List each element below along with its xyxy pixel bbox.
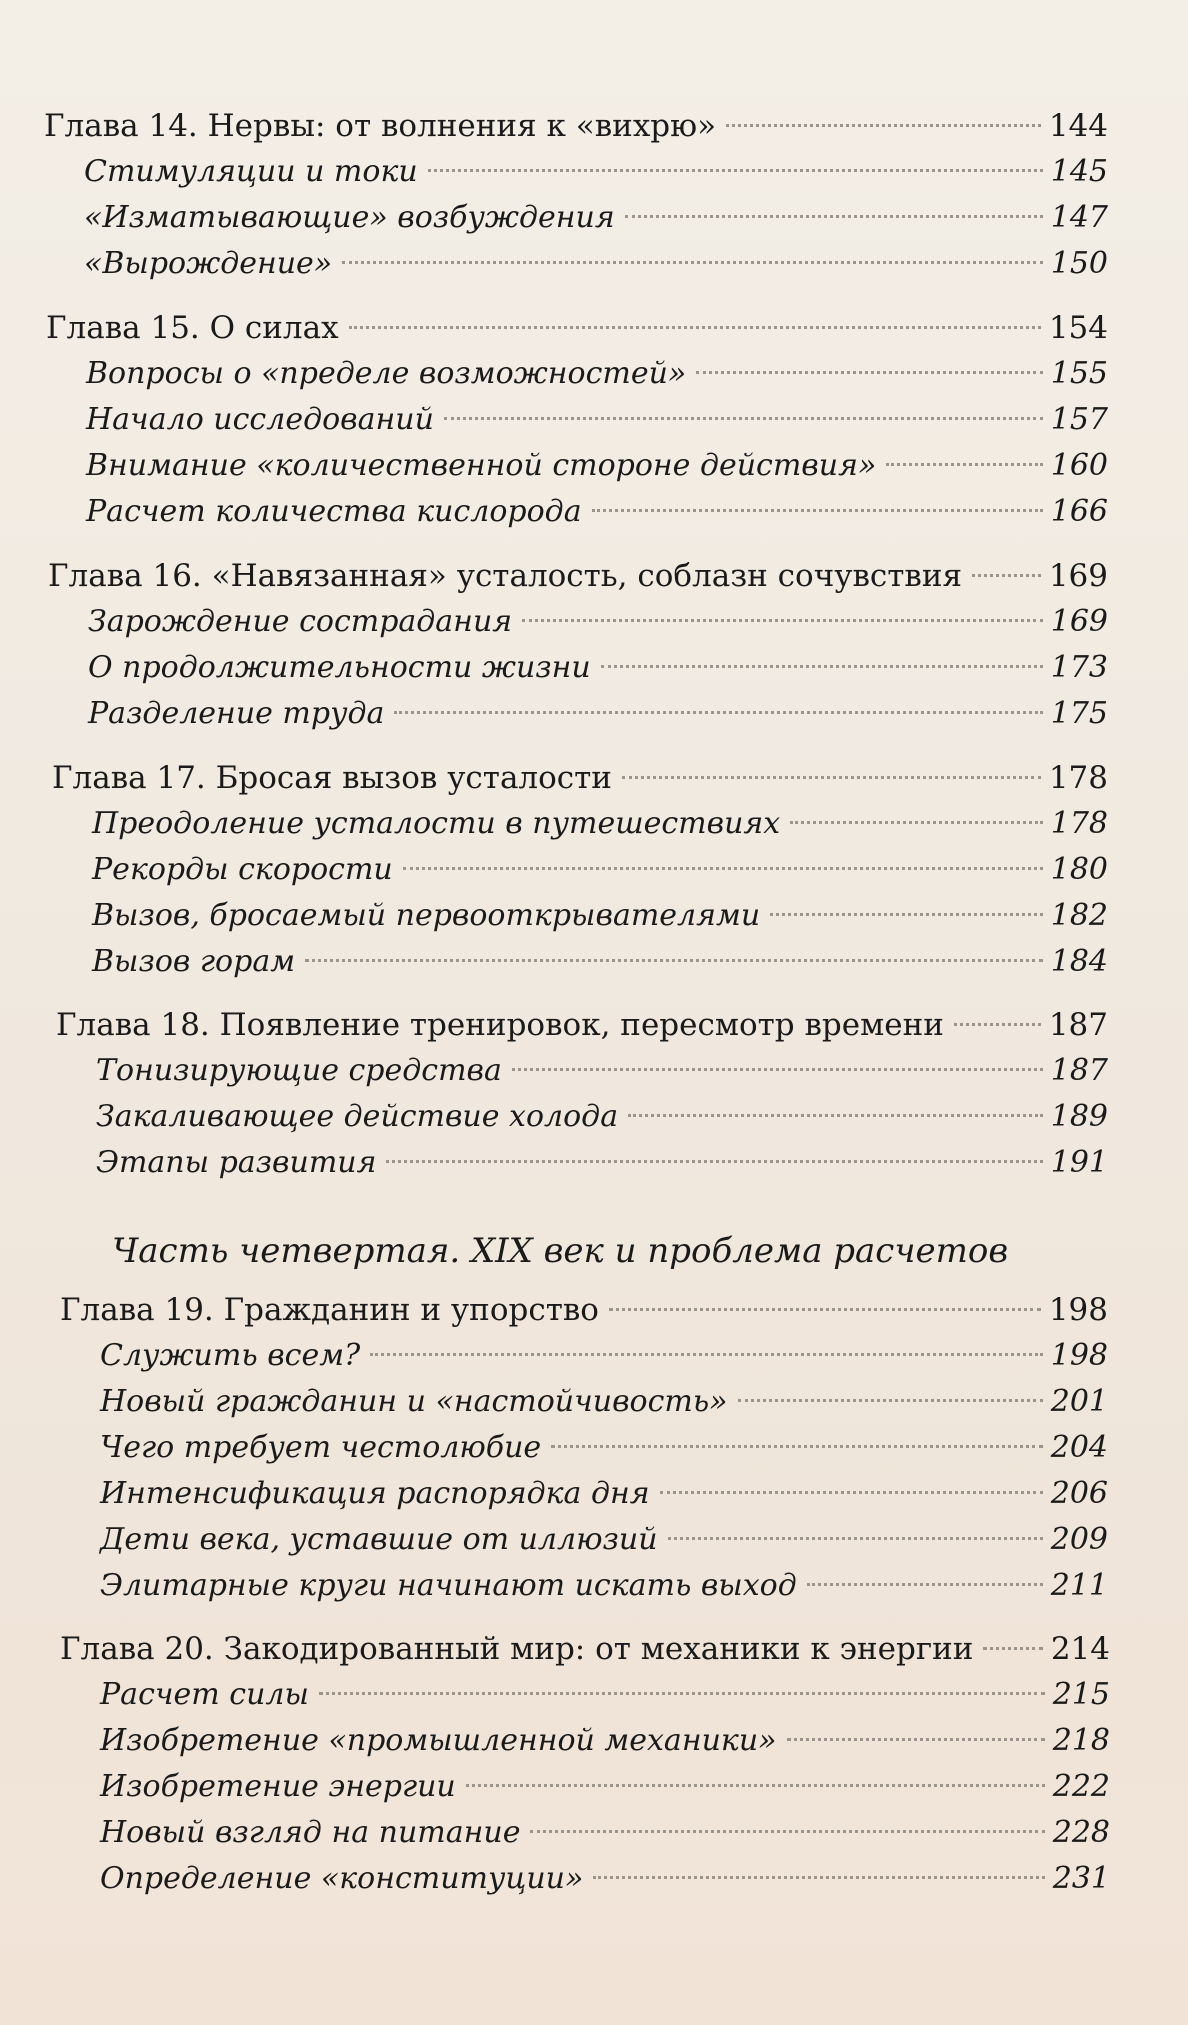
- toc-chapter-row: [46, 305, 1108, 351]
- page-number: 191: [1050, 1145, 1108, 1180]
- toc-section-row: [84, 241, 1108, 287]
- section-title: «Изматывающие» возбуждения: [84, 200, 615, 235]
- leader-dots: [512, 1068, 1043, 1071]
- section-title: Вызов горам: [92, 944, 296, 979]
- section-title: Изобретение энергии: [100, 1769, 456, 1804]
- section-title: Вопросы о «пределе возможностей»: [86, 356, 687, 391]
- section-title: Стимуляции и токи: [84, 154, 418, 189]
- toc-group-15: [46, 305, 1108, 535]
- toc-section-row: [88, 599, 1108, 645]
- toc-chapter-row: [60, 1626, 1110, 1672]
- toc-section-row: [88, 645, 1108, 691]
- section-title: Рекорды скорости: [92, 852, 393, 887]
- page-number: 155: [1050, 356, 1108, 391]
- toc-group-20: [60, 1626, 1110, 1902]
- page-number: 184: [1050, 944, 1108, 979]
- page-number: 214: [1050, 1631, 1110, 1667]
- leader-dots: [770, 913, 1043, 916]
- toc-section-row: [96, 1094, 1108, 1140]
- page-number: 215: [1052, 1677, 1110, 1712]
- section-title: Тонизирующие средства: [96, 1053, 502, 1088]
- toc-section-row: [92, 939, 1108, 985]
- toc-section-row: [100, 1856, 1110, 1902]
- leader-dots: [319, 1692, 1045, 1695]
- section-title: Начало исследований: [86, 402, 434, 437]
- part-heading: Часть четвертая. XIX век и проблема расчетов: [112, 1231, 1009, 1271]
- chapter-title: Глава 16. «Навязанная» усталость, соблазн сочувствия: [48, 558, 963, 594]
- section-title: Зарождение сострадания: [88, 604, 513, 639]
- toc-section-row: [96, 1048, 1108, 1094]
- section-title: Изобретение «промышленной механики»: [100, 1723, 777, 1758]
- section-title: Новый взгляд на питание: [100, 1815, 521, 1850]
- page-number: 154: [1048, 310, 1108, 346]
- toc-section-row: [100, 1718, 1110, 1764]
- page-number: 204: [1050, 1430, 1108, 1465]
- toc-group-14: [44, 103, 1108, 287]
- leader-dots: [622, 776, 1041, 779]
- leader-dots: [349, 326, 1041, 329]
- section-title: Внимание «количественной стороне действия»: [86, 448, 877, 483]
- leader-dots: [609, 1308, 1041, 1311]
- leader-dots: [370, 1353, 1043, 1356]
- leader-dots: [983, 1647, 1042, 1650]
- leader-dots: [530, 1830, 1044, 1833]
- leader-dots: [522, 619, 1043, 622]
- chapter-title: Глава 18. Появление тренировок, пересмотр времени: [56, 1007, 944, 1043]
- page-number: 231: [1052, 1861, 1110, 1896]
- leader-dots: [738, 1399, 1043, 1402]
- toc-section-row: [92, 801, 1108, 847]
- section-title: Элитарные круги начинают искать выход: [100, 1568, 797, 1603]
- page-number: 144: [1048, 108, 1108, 144]
- section-title: Служить всем?: [100, 1338, 361, 1373]
- section-title: Дети века, уставшие от иллюзий: [100, 1522, 658, 1557]
- page-number: 198: [1050, 1338, 1108, 1373]
- toc-section-row: [92, 893, 1108, 939]
- chapter-title: Глава 14. Нервы: от волнения к «вихрю»: [44, 108, 717, 144]
- toc-section-row: [86, 351, 1108, 397]
- leader-dots: [403, 867, 1043, 870]
- toc-section-row: [96, 1140, 1108, 1186]
- leader-dots: [807, 1583, 1043, 1586]
- leader-dots: [625, 215, 1043, 218]
- toc-section-row: [88, 691, 1108, 737]
- leader-dots: [551, 1445, 1043, 1448]
- leader-dots: [696, 371, 1042, 374]
- toc-section-row: [100, 1379, 1108, 1425]
- page-number: 160: [1050, 448, 1108, 483]
- page-number: 187: [1048, 1007, 1108, 1043]
- section-title: Новый гражданин и «настойчивость»: [100, 1384, 728, 1419]
- section-title: Расчет силы: [100, 1677, 309, 1712]
- section-title: Расчет количества кислорода: [86, 494, 582, 529]
- section-title: О продолжительности жизни: [88, 650, 591, 685]
- toc-section-row: [100, 1471, 1108, 1517]
- toc-section-row: [92, 847, 1108, 893]
- toc-chapter-row: [44, 103, 1108, 149]
- leader-dots: [787, 1738, 1045, 1741]
- toc-section-row: [100, 1672, 1110, 1718]
- page-number: 175: [1050, 696, 1108, 731]
- toc-group-18: [56, 1002, 1108, 1186]
- leader-dots: [790, 821, 1043, 824]
- toc-group-16: [48, 553, 1108, 737]
- page-number: 211: [1050, 1568, 1108, 1603]
- section-title: Интенсификация распорядка дня: [100, 1476, 650, 1511]
- toc-chapter-row: [56, 1002, 1108, 1048]
- page-number: 147: [1050, 200, 1108, 235]
- leader-dots: [628, 1114, 1043, 1117]
- toc-group-17: [52, 755, 1108, 985]
- leader-dots: [428, 169, 1043, 172]
- page-number: 198: [1048, 1292, 1108, 1328]
- toc-section-row: [100, 1425, 1108, 1471]
- leader-dots: [593, 1876, 1044, 1879]
- chapter-title: Глава 15. О силах: [46, 310, 339, 346]
- toc-chapter-row: [48, 553, 1108, 599]
- page-number: 169: [1048, 558, 1108, 594]
- section-title: «Вырождение»: [84, 246, 333, 281]
- section-title: Этапы развития: [96, 1145, 377, 1180]
- leader-dots: [972, 574, 1041, 577]
- toc-section-row: [100, 1517, 1108, 1563]
- chapter-title: Глава 19. Гражданин и упорство: [60, 1292, 599, 1328]
- page-number: 222: [1052, 1769, 1110, 1804]
- toc-section-row: [86, 489, 1108, 535]
- page-number: 145: [1050, 154, 1108, 189]
- leader-dots: [394, 711, 1042, 714]
- section-title: Вызов, бросаемый первооткрывателями: [92, 898, 761, 933]
- page-number: 173: [1050, 650, 1108, 685]
- toc-chapter-row: [52, 755, 1108, 801]
- section-title: Чего требует честолюбие: [100, 1430, 542, 1465]
- section-title: Разделение труда: [88, 696, 385, 731]
- page-number: 228: [1052, 1815, 1110, 1850]
- leader-dots: [660, 1491, 1043, 1494]
- chapter-title: Глава 17. Бросая вызов усталости: [52, 760, 612, 796]
- leader-dots: [444, 417, 1043, 420]
- leader-dots: [886, 463, 1042, 466]
- section-title: Закаливающее действие холода: [96, 1099, 619, 1134]
- page-number: 178: [1048, 760, 1108, 796]
- leader-dots: [342, 261, 1043, 264]
- leader-dots: [592, 509, 1043, 512]
- leader-dots: [466, 1784, 1045, 1787]
- page-number: 209: [1050, 1522, 1108, 1557]
- toc-section-row: [100, 1810, 1110, 1856]
- page-number: 180: [1050, 852, 1108, 887]
- toc-chapter-row: [60, 1287, 1108, 1333]
- toc-section-row: [100, 1333, 1108, 1379]
- toc-section-row: [84, 195, 1108, 241]
- page-number: 157: [1050, 402, 1108, 437]
- section-title: Преодоление усталости в путешествиях: [92, 806, 781, 841]
- toc-group-19: [60, 1287, 1108, 1609]
- page-number: 187: [1050, 1053, 1108, 1088]
- leader-dots: [954, 1023, 1041, 1026]
- toc-section-row: [100, 1563, 1108, 1609]
- page-number: 218: [1052, 1723, 1110, 1758]
- page-number: 178: [1050, 806, 1108, 841]
- page-number: 150: [1050, 246, 1108, 281]
- section-title: Определение «конституции»: [100, 1861, 584, 1896]
- page-number: 169: [1050, 604, 1108, 639]
- toc-section-row: [86, 397, 1108, 443]
- chapter-title: Глава 20. Закодированный мир: от механики к энергии: [60, 1631, 974, 1667]
- toc-section-row: [86, 443, 1108, 489]
- leader-dots: [305, 959, 1043, 962]
- page-number: 201: [1050, 1384, 1108, 1419]
- leader-dots: [726, 124, 1041, 127]
- page-number: 189: [1050, 1099, 1108, 1134]
- page-number: 182: [1050, 898, 1108, 933]
- toc-section-row: [84, 149, 1108, 195]
- page-number: 206: [1050, 1476, 1108, 1511]
- leader-dots: [386, 1160, 1042, 1163]
- leader-dots: [601, 665, 1043, 668]
- leader-dots: [668, 1537, 1043, 1540]
- toc-section-row: [100, 1764, 1110, 1810]
- page-number: 166: [1050, 494, 1108, 529]
